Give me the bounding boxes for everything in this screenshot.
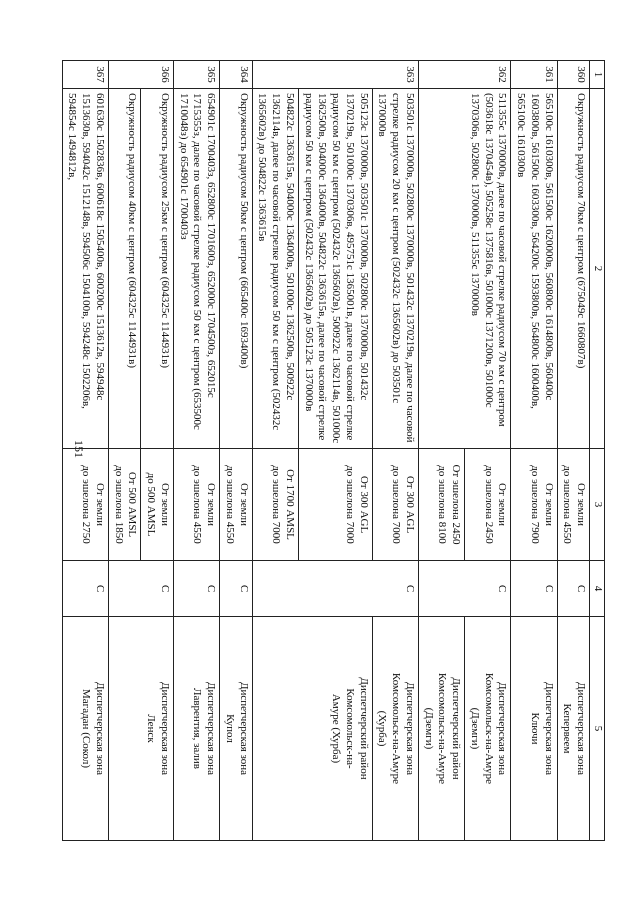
row-number: 360 [557, 61, 590, 89]
rotated-table-container [66, 60, 605, 840]
altitude-upper: до эшелона 2750 [80, 465, 93, 544]
airspace-table [62, 60, 605, 841]
altitude-lower: От земли [237, 482, 250, 527]
altitude-limits [220, 449, 253, 561]
row-number: 363 [252, 61, 418, 89]
row-number: 365 [174, 61, 220, 89]
altitude-limits [174, 449, 220, 561]
airspace-class: С [62, 561, 108, 617]
table-row [174, 61, 220, 841]
altitude-lower: От 500 AMSL [126, 471, 139, 538]
table-row [372, 61, 418, 841]
row-number: 362 [419, 61, 512, 89]
zone-location: Комсомольск-на-Амуре [482, 672, 495, 785]
altitude-lower: От земли [94, 482, 106, 527]
zone-aerodrome: (Хурба) [376, 710, 389, 747]
altitude-limits [465, 449, 511, 561]
altitude-lower: От земли [496, 482, 509, 527]
boundary-coordinates: 565100с 1610300в, 561500с 1620000в, 560800с 1614800в, 560400с 1603800в, 561500с 1603300в, 564200с 1593800в, 564800с 1600400в, 565100с 1610300в [511, 89, 557, 449]
altitude-lower: От земли [542, 482, 555, 527]
table-row [465, 61, 511, 841]
boundary-coordinates: Окружность радиусом 40км с центром (604325с 1144931в) [109, 89, 142, 449]
boundary-coordinates: Окружность радиусом 50км с центром (665400с 1693400в) [220, 89, 253, 449]
altitude-lower: От эшелона 2450 [450, 464, 463, 545]
row-number: 364 [220, 61, 253, 89]
boundary-coordinates: Окружность радиусом 70км с центром (675049с 1660807в) [557, 89, 590, 449]
zone-aerodrome: Амуре (Хурба) [330, 693, 343, 764]
table-row [220, 61, 253, 841]
altitude-limits [372, 449, 418, 561]
altitude-limits [511, 449, 557, 561]
altitude-limits [109, 449, 142, 561]
altitude-upper: до эшелона 7900 [529, 465, 541, 544]
altitude-lower: От земли [575, 482, 588, 527]
altitude-limits [557, 449, 590, 561]
altitude-lower: От 300 AGL [357, 475, 370, 534]
altitude-lower: От земли [159, 482, 171, 527]
airspace-class: С [220, 561, 253, 617]
zone-name [419, 617, 465, 841]
altitude-upper: до эшелона 4550 [224, 465, 236, 544]
airspace-class: С [174, 561, 220, 617]
altitude-lower: От земли [205, 482, 218, 527]
zone-type: Диспетчерская зона [575, 681, 588, 776]
zone-location: Ключи [529, 712, 541, 745]
zone-name [62, 617, 108, 841]
zone-name [465, 617, 511, 841]
altitude-upper: до эшелона 7000 [344, 465, 356, 544]
row-number: 366 [109, 61, 174, 89]
table-row [299, 61, 373, 841]
zone-name [174, 617, 220, 841]
boundary-coordinates: 503501с 1370000в, 502800с 1370000в, 501432с 1370219в, далее по часовой стрелке радиусом 20 км с центром (502432с 1365602в) до 503501с 1370000в [372, 89, 418, 449]
table-row [62, 61, 108, 841]
airspace-class: С [419, 561, 512, 617]
zone-name [372, 617, 418, 841]
boundary-coordinates: 654901с 1700403з, 652800с 1701600з, 652000с 1704500з, 652015с 1715355з, далее по часовой стрелке радиусом 50 км с центром (653500с 1710048з) до 654901с 1700403з [174, 89, 220, 449]
zone-location: Комсомольск-на- [344, 688, 356, 769]
boundary-coordinates: Окружность радиусом 25км с центром (604325с 1144931в) [141, 89, 174, 449]
zone-name [220, 617, 253, 841]
zone-name [109, 617, 174, 841]
zone-aerodrome: (Дземги) [422, 707, 435, 750]
header-col-1: 1 [590, 61, 605, 89]
zone-type: Диспетчерская зона [159, 681, 171, 776]
zone-name [511, 617, 557, 841]
zone-location: Кепервеем [561, 703, 574, 754]
zone-location: Ленск [145, 714, 158, 743]
altitude-limits [299, 449, 373, 561]
zone-type: Диспетчерская зона [404, 681, 416, 776]
altitude-upper: до эшелона 7000 [270, 465, 283, 544]
header-col-4: 4 [590, 561, 605, 617]
altitude-limits [252, 449, 298, 561]
table-row [557, 61, 590, 841]
row-number: 361 [511, 61, 557, 89]
airspace-class: С [557, 561, 590, 617]
zone-aerodrome: (Дземги) [469, 707, 481, 750]
row-number: 367 [62, 61, 108, 89]
page-number: 151 [72, 440, 86, 458]
airspace-class: С [511, 561, 557, 617]
altitude-upper: до эшелона 4550 [561, 465, 574, 544]
zone-type: Диспетчерская зона [542, 681, 555, 776]
airspace-class: С [109, 561, 174, 617]
altitude-lower: От 300 AGL [404, 475, 416, 534]
boundary-coordinates: 601630с 1502836в, 600618с 1505400в, 600200с 1513612в, 594948с 1513630в, 594042с 1512148в, 594506с 1504100в, 594248с 1502206в, 594854с 1494812в, [62, 89, 108, 449]
altitude-upper: до эшелона 7000 [390, 465, 403, 544]
zone-type: Диспетчерский район [357, 677, 370, 780]
zone-location: Лаврентия, залив [191, 688, 204, 769]
altitude-upper: до эшелона 4550 [191, 465, 204, 544]
altitude-upper: до эшелона 8100 [436, 465, 449, 544]
header-col-3: 3 [590, 449, 605, 561]
boundary-coordinates: 504822с 1363615в, 504000с 1364000в, 501000с 1362500в, 500922с 1362114в, далее по часовой стрелке радиусом 50 км с центром (502432с 1365602в) до 504822с 1363615в [252, 89, 298, 449]
altitude-upper: до эшелона 2450 [482, 465, 495, 544]
table-row [511, 61, 557, 841]
zone-type: Диспетчерская зона [496, 681, 509, 776]
table-row [141, 61, 174, 841]
zone-location: Купол [224, 714, 236, 743]
altitude-limits [62, 449, 108, 561]
airspace-class: С [252, 561, 418, 617]
altitude-upper: до 500 AMSL [145, 472, 158, 537]
zone-type: Диспетчерский район [450, 677, 463, 780]
zone-name [557, 617, 590, 841]
zone-type: Диспетчерская зона [205, 681, 218, 776]
altitude-upper: до эшелона 1850 [112, 465, 125, 544]
header-row [590, 61, 605, 841]
zone-location: Комсомольск-на-Амуре [436, 672, 449, 785]
zone-name [252, 617, 372, 841]
header-col-2: 2 [590, 89, 605, 449]
zone-type: Диспетчерская зона [94, 681, 106, 776]
zone-location: Комсомольск-на-Амуре [390, 672, 403, 785]
altitude-lower: От 1700 AMSL [284, 469, 296, 540]
altitude-limits [419, 449, 465, 561]
zone-location: Магадан (Сокол) [80, 689, 93, 768]
header-col-5: 5 [590, 617, 605, 841]
altitude-limits [141, 449, 174, 561]
boundary-coordinates: 511355с 1370000в, далее по часовой стрелке радиусом 70 км с центром (503618с 1370454в), 505258с 1375816в, 501000с 1371200в, 501000с 1370306в, 502800с 1370000в, 511355с 1370000в [419, 89, 512, 449]
zone-type: Диспетчерская зона [237, 681, 250, 776]
boundary-coordinates: 505123с 1370000в, 503501с 1370000в, 502800с 1370000в, 501432с 1370219в, 501000с 1370306в, 495751с 1365001в, далее по часовой стрелке радиусом 50 км с центром (502432с 1365602в), 500922с 1362114в, 501000с 1362500в, 504000с 1364000в, 504822с 1363615в, далее по часовой стрелке радиусом 50 км с центром (502432с 1365602в) до 505123с 1370000в [299, 89, 373, 449]
